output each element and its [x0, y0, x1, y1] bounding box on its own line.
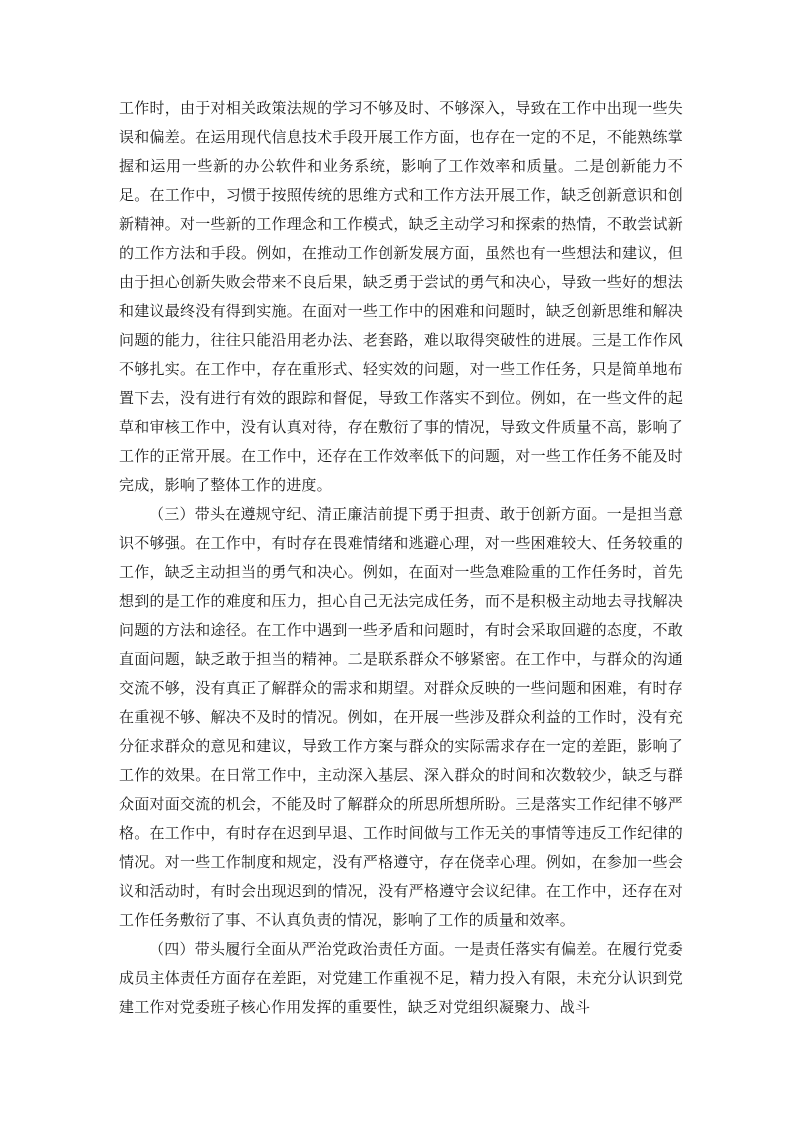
paragraph-section-3: （三）带头在遵规守纪、清正廉洁前提下勇于担责、敢于创新方面。一是担当意识不够强。在工作中，有时存在畏难情绪和逃避心理，对一些困难较大、任务较重的工作，缺乏主动担当的勇气和决心。例如，在面对一些急难险重的工作任务时，首先想到的是工作的难度和压力，担心自己无法完成任务，而不是积极主动地去寻找解决问题的方法和途径。在工作中遇到一些矛盾和问题时，有时会采取回避的态度，不敢直面问题，缺乏敢于担当的精神。二是联系群众不够紧密。在工作中，与群众的沟通交流不够，没有真正了解群众的需求和期望。对群众反映的一些问题和困难，有时存在重视不够、解决不及时的情况。例如，在开展一些涉及群众利益的工作时，没有充分征求群众的意见和建议，导致工作方案与群众的实际需求存在一定的差距，影响了工作的效果。在日常工作中，主动深入基层、深入群众的时间和次数较少，缺乏与群众面对面交流的机会，不能及时了解群众的所思所想所盼。三是落实工作纪律不够严格。在工作中，有时存在迟到早退、工作时间做与工作无关的事情等违反工作纪律的情况。对一些工作制度和规定，没有严格遵守，存在侥幸心理。例如，在参加一些会议和活动时，有时会出现迟到的情况，没有严格遵守会议纪律。在工作中，还存在对工作任务敷衍了事、不认真负责的情况，影响了工作的质量和效率。 [119, 505, 683, 929]
paragraph-section-4: （四）带头履行全面从严治党政治责任方面。一是责任落实有偏差。在履行党委成员主体责任方面存在差距，对党建工作重视不足，精力投入有限，未充分认识到党建工作对党委班子核心作用发挥的重要性，缺乏对党组织凝聚力、战斗 [119, 940, 683, 1016]
paragraph-continuation: 工作时，由于对相关政策法规的学习不够及时、不够深入，导致在工作中出现一些失误和偏差。在运用现代信息技术手段开展工作方面，也存在一定的不足，不能熟练掌握和运用一些新的办公软件和业务系统，影响了工作效率和质量。二是创新能力不足。在工作中，习惯于按照传统的思维方式和工作方法开展工作，缺乏创新意识和创新精神。对一些新的工作理念和工作模式，缺乏主动学习和探索的热情，不敢尝试新的工作方法和手段。例如，在推动工作创新发展方面，虽然也有一些想法和建议，但由于担心创新失败会带来不良后果，缺乏勇于尝试的勇气和决心，导致一些好的想法和建议最终没有得到实施。在面对一些工作中的困难和问题时，缺乏创新思维和解决问题的能力，往往只能沿用老办法、老套路，难以取得突破性的进展。三是工作作风不够扎实。在工作中，存在重形式、轻实效的问题，对一些工作任务，只是简单地布置下去，没有进行有效的跟踪和督促，导致工作落实不到位。例如，在一些文件的起草和审核工作中，没有认真对待，存在敷衍了事的情况，导致文件质量不高，影响了工作的正常开展。在工作中，还存在工作效率低下的问题，对一些工作任务不能及时完成，影响了整体工作的进度。 [119, 99, 683, 494]
document-page [119, 94, 683, 1022]
